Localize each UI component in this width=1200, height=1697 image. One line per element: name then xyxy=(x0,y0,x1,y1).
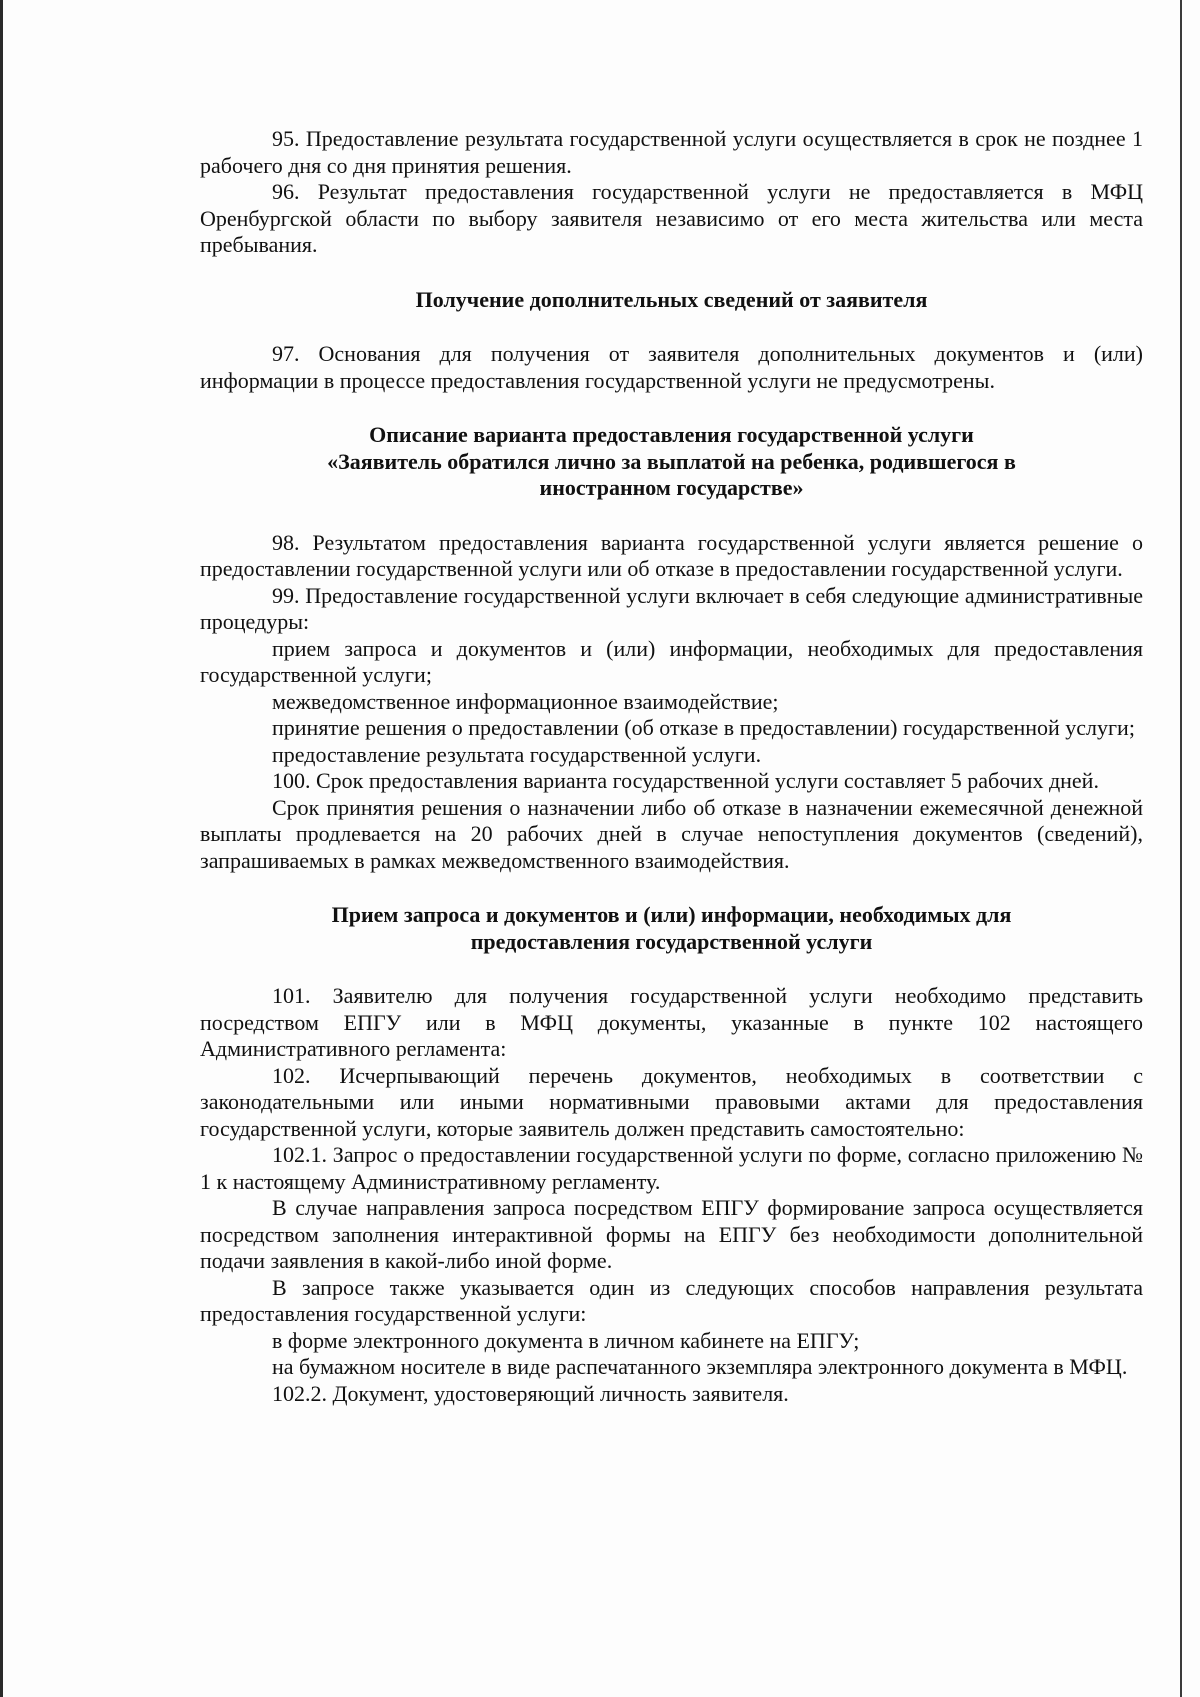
paragraph-96: 96. Результат предоставления государственной услуги не предоставляется в МФЦ Оренбургской области по выбору заявителя независимо от его места жительства или места пребывания. xyxy=(200,179,1143,257)
paragraph-99-item-4: предоставление результата государственной услуги. xyxy=(272,741,762,767)
paragraph-99-item-1: прием запроса и документов и (или) информации, необходимых для предоставления государственной услуги; xyxy=(200,635,1143,687)
paragraph-99: 99. Предоставление государственной услуги включает в себя следующие административные процедуры: xyxy=(200,582,1143,634)
section-heading-variant-line2: «Заявитель обратился лично за выплатой на ребенка, родившегося в xyxy=(327,448,1016,474)
section-heading-request-reception-line2: предоставления государственной услуги xyxy=(470,928,873,954)
paragraph-100-extension: Срок принятия решения о назначении либо об отказе в назначении ежемесячной денежной выплаты продлевается на 20 рабочих дней в случае непоступления документов (сведений), запрашиваемых в рамках межведомственного взаимодействия. xyxy=(200,794,1143,873)
scan-edge-left xyxy=(0,0,3,1697)
paragraph-102-1-way-1: в форме электронного документа в личном кабинете на ЕПГУ; xyxy=(272,1327,860,1353)
paragraph-100: 100. Срок предоставления варианта государственной услуги составляет 5 рабочих дней. xyxy=(272,768,1099,793)
section-heading-variant-line1: Описание варианта предоставления государственной услуги xyxy=(369,422,974,447)
paragraph-102-1: 102.1. Запрос о предоставлении государственной услуги по форме, согласно приложению № 1 к настоящему Административному регламенту. xyxy=(200,1142,1143,1194)
section-heading-variant xyxy=(200,422,1143,502)
paragraph-99-item-2: межведомственное информационное взаимодействие; xyxy=(272,688,779,714)
paragraph-98: 98. Результатом предоставления варианта государственной услуги является решение о предоставлении государственной услуги или об отказе в предоставлении государственной услуги. xyxy=(200,529,1143,581)
paragraph-102: 102. Исчерпывающий перечень документов, необходимых в соответствии с законодательными или иными нормативными правовыми актами для предоставления государственной услуги, которые заявитель должен представить самостоятельно: xyxy=(200,1062,1143,1141)
paragraph-99-item-3: принятие решения о предоставлении (об отказе в предоставлении) государственной услуги; xyxy=(272,715,1135,740)
paragraph-102-2: 102.2. Документ, удостоверяющий личность заявителя. xyxy=(272,1380,789,1406)
scan-edge-right xyxy=(1180,0,1182,1697)
section-heading-request-reception xyxy=(200,902,1143,955)
section-heading-additional-info: Получение дополнительных сведений от заявителя xyxy=(415,286,928,312)
paragraph-95: 95. Предоставление результата государственной услуги осуществляется в срок не позднее 1 рабочего дня со дня принятия решения. xyxy=(200,126,1143,178)
paragraph-97: 97. Основания для получения от заявителя дополнительных документов и (или) информации в процессе предоставления государственной услуги не предусмотрены. xyxy=(200,341,1143,393)
section-heading-request-reception-line1: Прием запроса и документов и (или) информации, необходимых для xyxy=(331,902,1012,927)
document-body xyxy=(200,126,1143,1407)
paragraph-102-1-epgu: В случае направления запроса посредством ЕПГУ формирование запроса осуществляется посредством заполнения интерактивной формы на ЕПГУ без необходимости дополнительной подачи заявления в какой-либо иной форме. xyxy=(200,1195,1143,1273)
paragraph-102-1-way-2: на бумажном носителе в виде распечатанного экземпляра электронного документа в МФЦ. xyxy=(272,1354,1128,1379)
paragraph-101: 101. Заявителю для получения государственной услуги необходимо представить посредством ЕПГУ или в МФЦ документы, указанные в пункте 102 настоящего Административного регламента: xyxy=(200,983,1143,1061)
section-heading-variant-line3: иностранном государстве» xyxy=(539,475,804,500)
paragraph-102-1-ways: В запросе также указывается один из следующих способов направления результата предоставления государственной услуги: xyxy=(200,1274,1143,1326)
